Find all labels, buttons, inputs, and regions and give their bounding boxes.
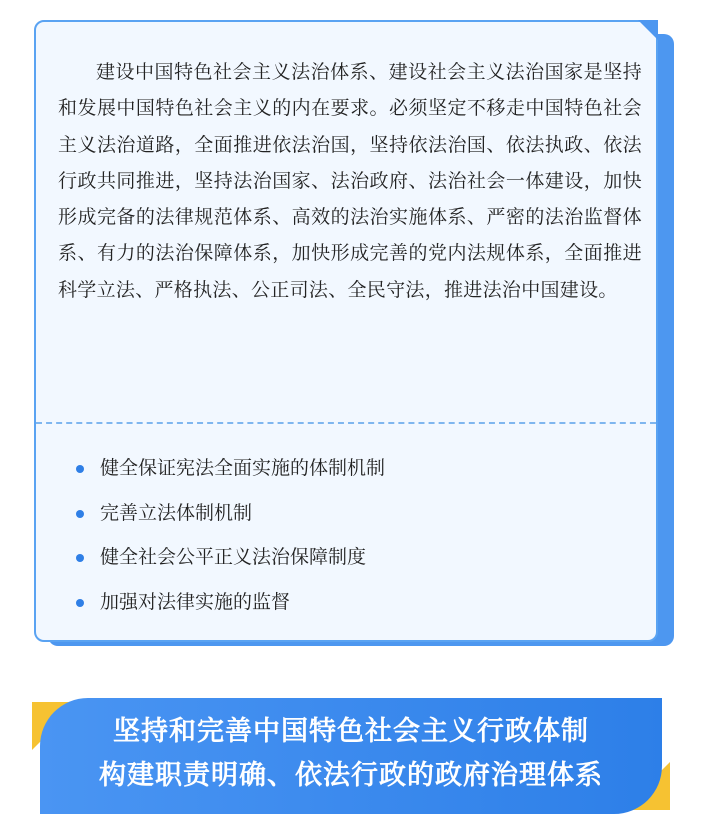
bullet-dot-icon [76,465,84,473]
dashed-divider [36,422,656,424]
banner-title-line-1: 坚持和完善中国特色社会主义行政体制 [113,716,589,747]
intro-paragraph: 建设中国特色社会主义法治体系、建设社会主义法治国家是坚持和发展中国特色社会主义的内在要求。必须坚定不移走中国特色社会主义法治道路，全面推进依法治国，坚持依法治国、依法执政、依法行政共同推进，坚持法治国家、法治政府、法治社会一体建设，加快形成完备的法律规范体系、高效的法治实施体系、严密的法治监督体系、有力的法治保障体系，加快形成完善的党内法规体系，全面推进科学立法、严格执法、公正司法、全民守法，推进法治中国建设。 [58,61,642,301]
list-item-label: 健全保证宪法全面实施的体制机制 [100,457,386,479]
list-item [68,497,385,542]
section-banner [32,698,670,814]
card-corner-fold [638,20,658,40]
bullet-dot-icon [76,554,84,562]
banner-box [40,698,662,814]
list-item-label: 加强对法律实施的监督 [100,590,291,613]
list-item-label: 健全社会公平正义法治保障制度 [100,546,367,568]
content-card [34,20,658,642]
bullet-dot-icon [76,599,84,607]
list-item-label: 完善立法体制机制 [100,501,253,524]
banner-title-line-2: 构建职责明确、依法行政的政府治理体系 [99,760,603,791]
list-item [68,541,385,586]
bullet-list [68,452,385,630]
bullet-dot-icon [76,510,84,518]
list-item [68,586,385,631]
list-item [68,452,385,497]
